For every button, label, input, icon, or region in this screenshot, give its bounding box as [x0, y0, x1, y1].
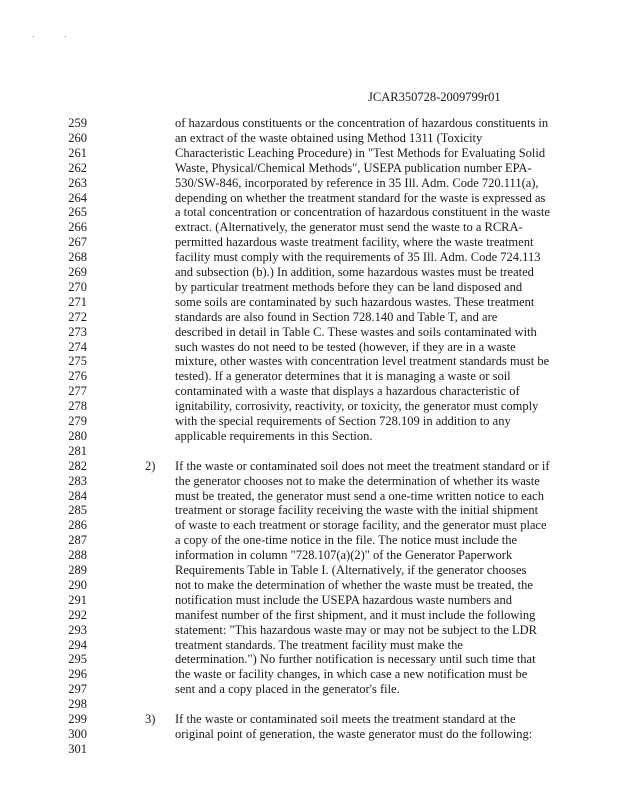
document-line [0, 459, 628, 474]
document-line [0, 131, 628, 146]
line-number: 278 [68, 399, 87, 414]
line-text: tested). If a generator determines that it is managing a waste or soil [175, 369, 511, 384]
document-line [0, 518, 628, 533]
document-line [0, 533, 628, 548]
document-line [0, 369, 628, 384]
document-line [0, 384, 628, 399]
line-text: and subsection (b).) In addition, some hazardous wastes must be treated [175, 265, 534, 279]
document-line [0, 474, 628, 489]
line-number: 269 [68, 265, 87, 279]
document-line [0, 503, 628, 518]
line-text: 530/SW-846, incorporated by reference in 35 Ill. Adm. Code 720.111(a), [175, 175, 539, 190]
line-text: the generator chooses not to make the determination of whether its waste [175, 473, 540, 488]
line-number: 299 [68, 712, 87, 726]
line-text: treatment standards. The treatment facility must make the [175, 637, 463, 652]
line-text: a copy of the one-time notice in the file. The notice must include the [175, 533, 518, 548]
line-text: original point of generation, the waste generator must do the following: [175, 726, 533, 741]
line-number: 265 [68, 205, 87, 220]
document-line [0, 652, 628, 667]
line-number: 270 [68, 279, 87, 294]
document-line [0, 205, 628, 220]
line-text: standards are also found in Section 728.140 and Table T, and are [175, 309, 498, 324]
line-number: 293 [68, 622, 87, 637]
line-text: extract. (Alternatively, the generator must send the waste to a RCRA- [175, 220, 523, 235]
document-line [0, 489, 628, 504]
line-number: 301 [68, 741, 87, 756]
document-line [0, 563, 628, 578]
line-text: statement: "This hazardous waste may or may not be subject to the LDR [175, 622, 537, 637]
line-number: 273 [68, 324, 87, 339]
line-text: the waste or facility changes, in which case a new notification must be [175, 667, 528, 682]
document-line [0, 548, 628, 563]
line-number: 263 [68, 175, 87, 190]
line-text: with the special requirements of Section 728.109 in addition to any [175, 414, 511, 428]
document-line [0, 310, 628, 325]
document-line [0, 682, 628, 697]
document-line [0, 146, 628, 161]
line-text: depending on whether the treatment standard for the waste is expressed as [175, 190, 546, 205]
line-text: such wastes do not need to be tested (however, if they are in a waste [175, 339, 516, 354]
line-text: ignitability, corrosivity, reactivity, or toxicity, the generator must comply [175, 399, 539, 414]
line-number: 294 [68, 637, 87, 652]
line-number: 262 [68, 160, 87, 175]
document-line [0, 623, 628, 638]
document-line [0, 593, 628, 608]
list-marker: 2) [145, 458, 156, 473]
line-number: 292 [68, 607, 87, 622]
line-number: 295 [68, 652, 87, 667]
line-number: 280 [68, 428, 87, 443]
line-text: must be treated, the generator must send a one-time written notice to each [175, 488, 544, 503]
line-text: contaminated with a waste that displays a hazardous characteristic of [175, 384, 520, 399]
scan-speck [65, 36, 66, 37]
line-text: permitted hazardous waste treatment facility, where the waste treatment [175, 235, 534, 250]
document-id-header: JCAR350728-2009799r01 [368, 90, 501, 104]
line-text: by particular treatment methods before they can be land disposed and [175, 279, 523, 294]
line-number: 296 [68, 667, 87, 682]
document-line [0, 161, 628, 176]
line-number: 283 [68, 473, 87, 488]
line-number: 286 [68, 518, 87, 533]
document-line [0, 414, 628, 429]
document-line [0, 191, 628, 206]
document-line [0, 399, 628, 414]
document-line [0, 429, 628, 444]
document-line [0, 742, 628, 757]
line-number: 279 [68, 414, 87, 428]
line-number: 287 [68, 533, 87, 548]
line-number: 266 [68, 220, 87, 235]
line-number: 267 [68, 235, 87, 250]
document-line [0, 325, 628, 340]
line-text: some soils are contaminated by such hazardous wastes. These treatment [175, 294, 535, 309]
document-line [0, 116, 628, 131]
line-number: 285 [68, 503, 87, 518]
line-text: an extract of the waste obtained using Method 1311 (Toxicity [175, 130, 483, 145]
document-line [0, 176, 628, 191]
line-text: If the waste or contaminated soil does not meet the treatment standard or if [175, 458, 550, 473]
line-text: facility must comply with the requirements of 35 Ill. Adm. Code 724.113 [175, 250, 541, 265]
line-text: not to make the determination of whether the waste must be treated, the [175, 577, 533, 592]
line-text: described in detail in Table C. These wastes and soils contaminated with [175, 324, 537, 339]
line-text: Requirements Table in Table I. (Alternatively, if the generator chooses [175, 563, 527, 577]
line-number: 261 [68, 145, 87, 160]
line-text: treatment or storage facility receiving the waste with the initial shipment [175, 503, 539, 518]
line-text: of hazardous constituents or the concentration of hazardous constituents in [175, 116, 549, 130]
line-number: 271 [68, 294, 87, 309]
line-text: determination.") No further notification is necessary until such time that [175, 652, 536, 667]
document-line [0, 697, 628, 712]
line-text: manifest number of the first shipment, and it must include the following [175, 607, 536, 622]
line-text: Characteristic Leaching Procedure) in "Test Methods for Evaluating Solid [175, 145, 546, 160]
line-number: 290 [68, 577, 87, 592]
document-line [0, 280, 628, 295]
document-line [0, 235, 628, 250]
document-line [0, 265, 628, 280]
document-line [0, 295, 628, 310]
line-number: 298 [68, 697, 87, 712]
line-number: 297 [68, 682, 87, 697]
line-number: 268 [68, 250, 87, 265]
list-marker: 3) [145, 712, 156, 726]
document-line [0, 444, 628, 459]
line-number: 276 [68, 369, 87, 384]
line-number: 260 [68, 130, 87, 145]
line-text: a total concentration or concentration of hazardous constituent in the waste [175, 205, 550, 220]
line-number: 274 [68, 339, 87, 354]
line-text: mixture, other wastes with concentration level treatment standards must be [175, 354, 550, 369]
line-number: 281 [68, 443, 87, 458]
line-number: 259 [68, 116, 87, 130]
document-line [0, 667, 628, 682]
line-number: 272 [68, 309, 87, 324]
line-number: 300 [68, 726, 87, 741]
document-line [0, 638, 628, 653]
document-line [0, 712, 628, 727]
document-line [0, 578, 628, 593]
line-number: 288 [68, 548, 87, 563]
line-number: 289 [68, 563, 87, 577]
line-number: 282 [68, 458, 87, 473]
document-line [0, 608, 628, 623]
line-number: 291 [68, 592, 87, 607]
line-number: 284 [68, 488, 87, 503]
document-line [0, 220, 628, 235]
line-text: notification must include the USEPA hazardous waste numbers and [175, 592, 512, 607]
line-text: If the waste or contaminated soil meets the treatment standard at the [175, 712, 516, 726]
line-number: 275 [68, 354, 87, 369]
document-line [0, 340, 628, 355]
document-line [0, 727, 628, 742]
scan-speck [33, 36, 34, 37]
line-number: 277 [68, 384, 87, 399]
line-text: Waste, Physical/Chemical Methods", USEPA publication number EPA- [175, 160, 532, 175]
line-text: of waste to each treatment or storage facility, and the generator must place [175, 518, 547, 533]
line-text: applicable requirements in this Section. [175, 428, 373, 443]
line-text: sent and a copy placed in the generator's file. [175, 682, 400, 697]
line-number: 264 [68, 190, 87, 205]
document-line [0, 250, 628, 265]
line-text: information in column "728.107(a)(2)" of the Generator Paperwork [175, 548, 513, 563]
document-line [0, 354, 628, 369]
